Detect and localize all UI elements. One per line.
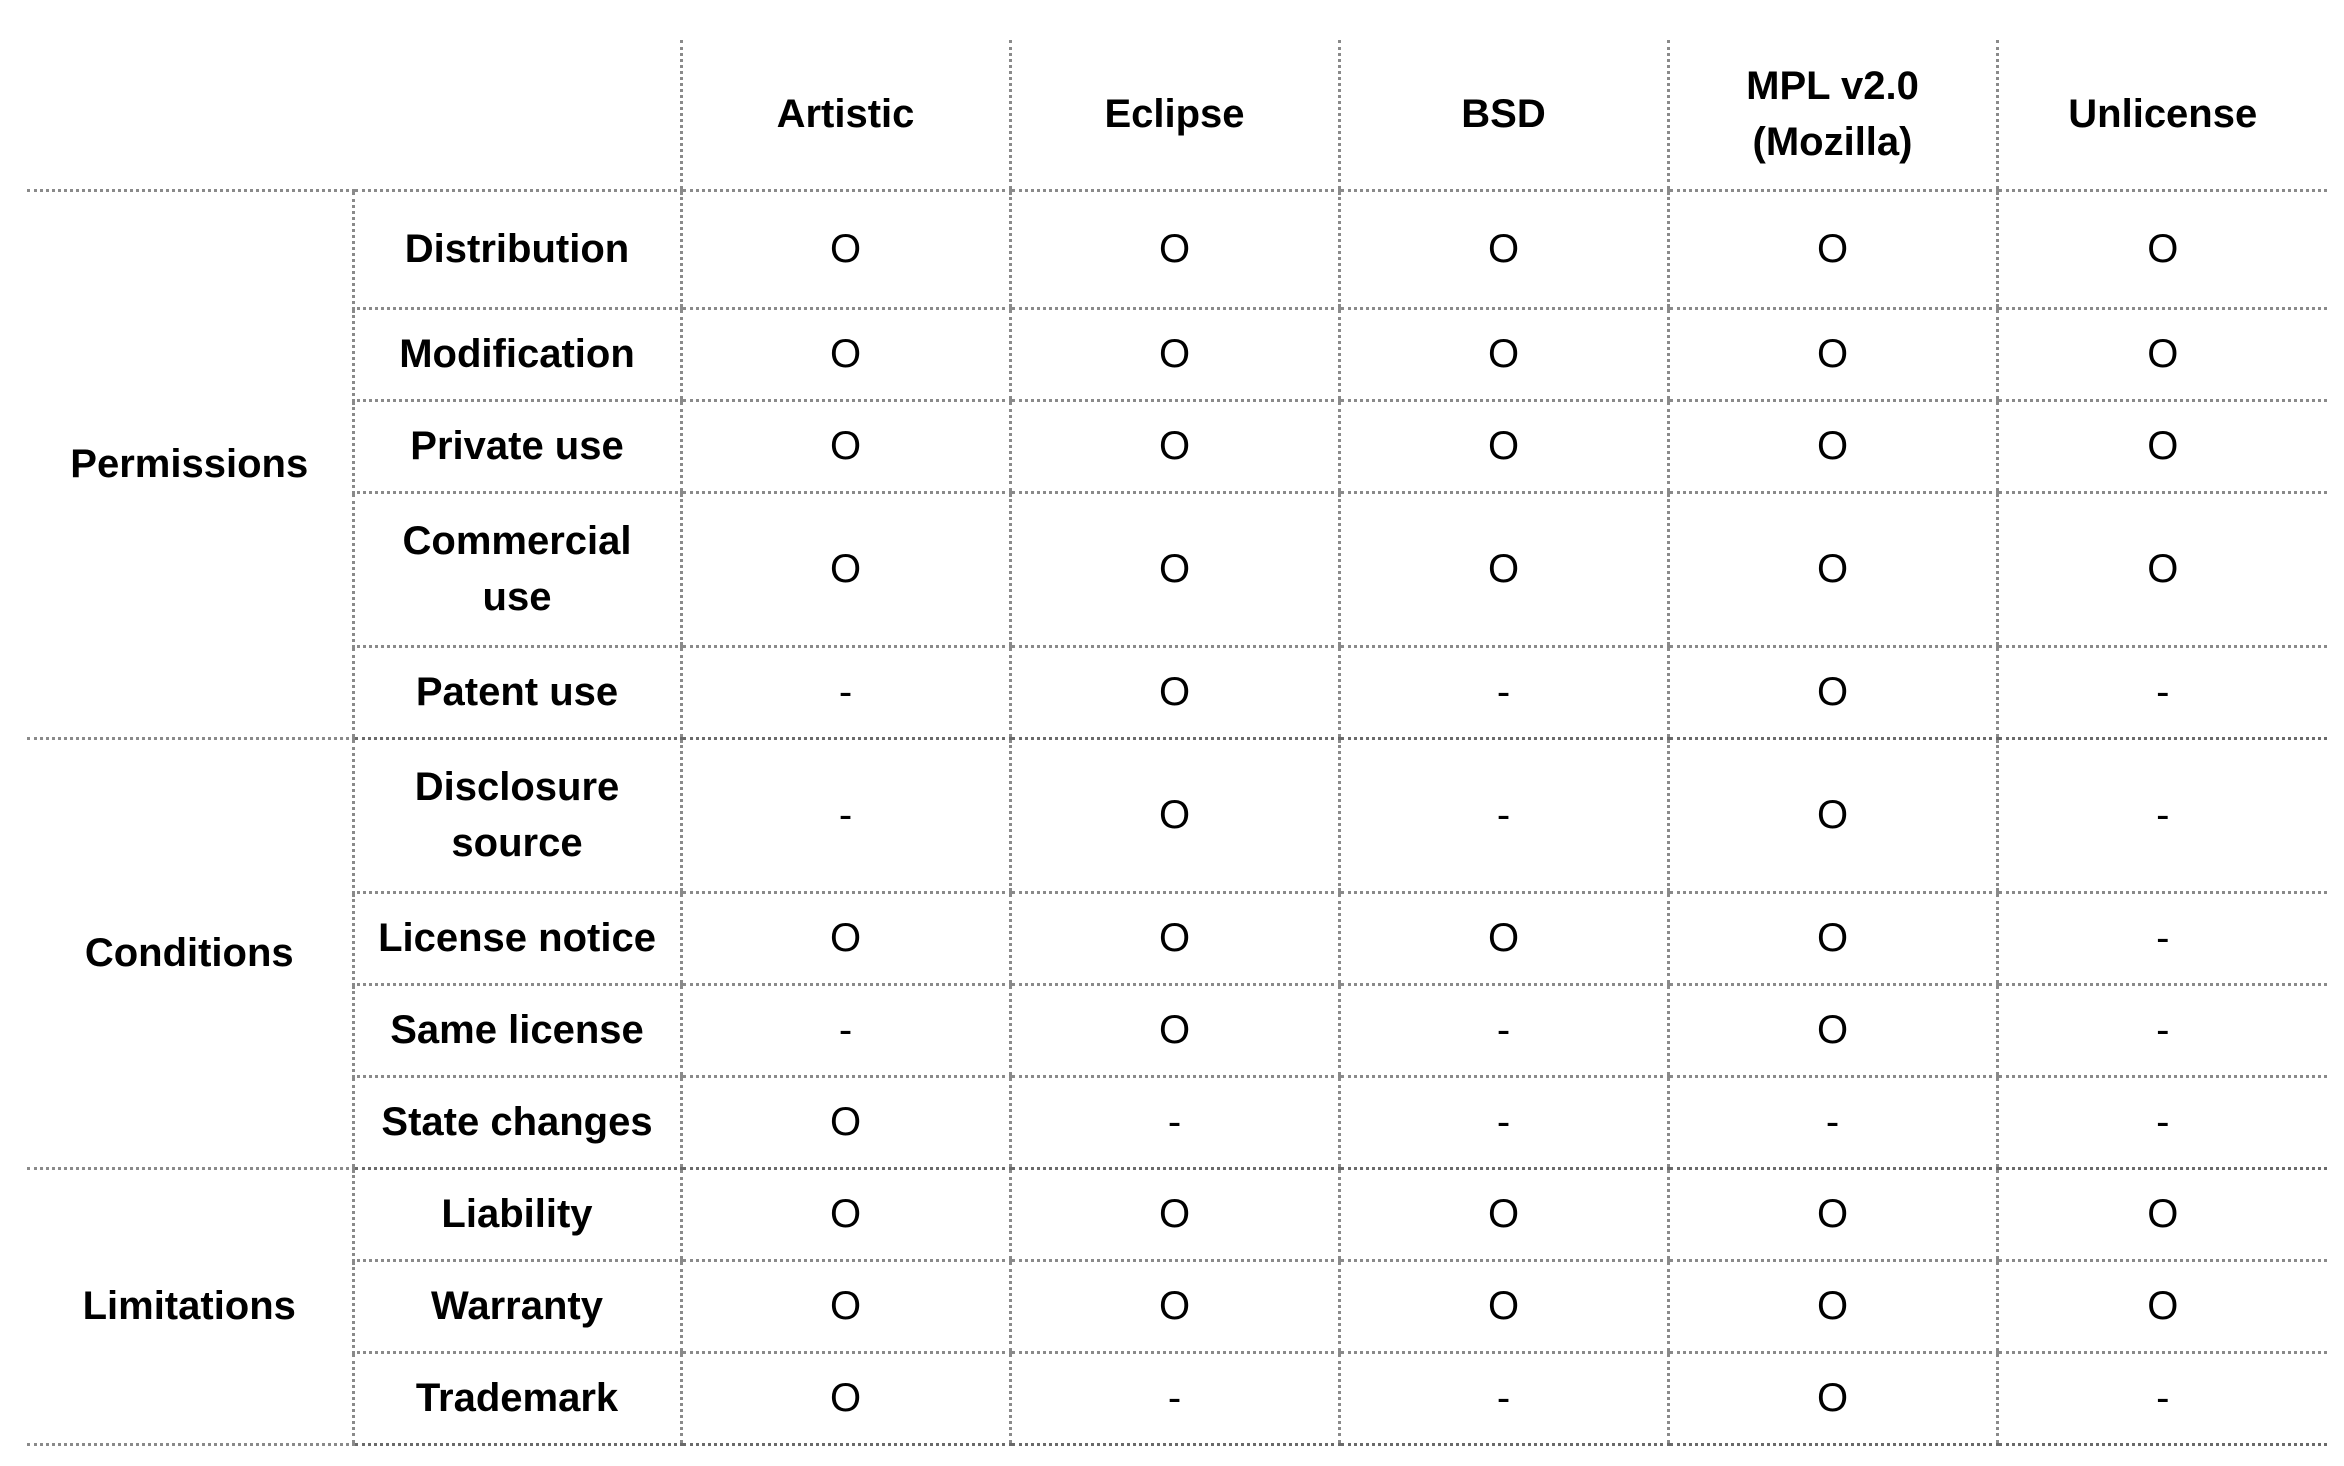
table-cell: - <box>681 646 1010 738</box>
table-cell: O <box>1010 400 1339 492</box>
table-cell: O <box>1668 738 1997 892</box>
row-label: Patent use <box>353 646 681 738</box>
column-header-label: Unlicense <box>2068 92 2258 137</box>
table-row <box>27 1076 2327 1168</box>
table-row <box>27 400 2327 492</box>
table-cell: O <box>1668 190 1997 308</box>
group-label: Permissions <box>27 190 353 738</box>
row-label: Distribution <box>353 190 681 308</box>
table-cell: O <box>1997 1260 2327 1352</box>
row-label: Private use <box>353 400 681 492</box>
table-cell: O <box>1668 1168 1997 1260</box>
table-cell: - <box>1997 738 2327 892</box>
table-cell: - <box>681 738 1010 892</box>
table-row <box>27 738 2327 892</box>
row-label: Liability <box>353 1168 681 1260</box>
header-corner-group <box>27 40 353 190</box>
table-cell: O <box>1010 892 1339 984</box>
table-cell: O <box>1010 492 1339 646</box>
table-row <box>27 646 2327 738</box>
table-cell: O <box>1010 190 1339 308</box>
table-cell: - <box>681 984 1010 1076</box>
table-cell: O <box>1010 984 1339 1076</box>
table-cell: - <box>1997 1352 2327 1444</box>
table-cell: - <box>1010 1076 1339 1168</box>
table-cell: O <box>1339 492 1668 646</box>
table-cell: O <box>1997 190 2327 308</box>
column-header-label: Artistic <box>776 92 915 137</box>
table-cell: O <box>681 492 1010 646</box>
table-cell: O <box>1339 190 1668 308</box>
table-cell: - <box>1997 1076 2327 1168</box>
table-row <box>27 492 2327 646</box>
table-cell: O <box>681 1076 1010 1168</box>
row-label: Warranty <box>353 1260 681 1352</box>
group-label: Conditions <box>27 738 353 1168</box>
row-label: License notice <box>353 892 681 984</box>
table-cell: O <box>681 1260 1010 1352</box>
group-label: Limitations <box>27 1168 353 1444</box>
table-cell: O <box>1668 646 1997 738</box>
table-cell: O <box>681 1352 1010 1444</box>
table-cell: O <box>1010 308 1339 400</box>
table-cell: O <box>1339 892 1668 984</box>
table-row <box>27 892 2327 984</box>
table-row <box>27 984 2327 1076</box>
table-cell: - <box>1339 1352 1668 1444</box>
table-cell: O <box>1668 1352 1997 1444</box>
table-cell: O <box>1668 492 1997 646</box>
table-cell: O <box>1997 492 2327 646</box>
table-cell: O <box>1668 984 1997 1076</box>
table-cell: O <box>681 892 1010 984</box>
row-label: Trademark <box>353 1352 681 1444</box>
header-row <box>27 40 2327 190</box>
table-cell: O <box>681 1168 1010 1260</box>
table-cell: - <box>1010 1352 1339 1444</box>
table-row <box>27 1352 2327 1444</box>
table-body <box>27 190 2327 1444</box>
header-corner-item <box>353 40 681 190</box>
table-cell: O <box>1668 1260 1997 1352</box>
table-cell: - <box>1339 646 1668 738</box>
column-header-label: MPL v2.0 (Mozilla) <box>1746 64 1919 165</box>
table-cell: - <box>1997 984 2327 1076</box>
row-label: Disclosure source <box>353 738 681 892</box>
table-row <box>27 1168 2327 1260</box>
table-cell: O <box>681 308 1010 400</box>
row-label: Modification <box>353 308 681 400</box>
table-cell: O <box>1339 308 1668 400</box>
table-cell: O <box>1010 1168 1339 1260</box>
table-cell: - <box>1997 646 2327 738</box>
table-cell: O <box>1668 892 1997 984</box>
table-cell: O <box>1339 1260 1668 1352</box>
table-cell: O <box>1668 400 1997 492</box>
column-header <box>1010 40 1339 190</box>
table-cell: O <box>1339 400 1668 492</box>
column-header-label: BSD <box>1461 92 1546 137</box>
column-header <box>681 40 1010 190</box>
table-cell: - <box>1339 984 1668 1076</box>
row-label: State changes <box>353 1076 681 1168</box>
row-label: Commercial use <box>353 492 681 646</box>
table-cell: - <box>1339 1076 1668 1168</box>
row-label: Same license <box>353 984 681 1076</box>
table-cell: O <box>1010 738 1339 892</box>
column-header <box>1339 40 1668 190</box>
license-comparison-table <box>27 40 2327 1446</box>
table-cell: O <box>1339 1168 1668 1260</box>
table-cell: - <box>1997 892 2327 984</box>
column-header <box>1668 40 1997 190</box>
table-cell: O <box>1010 1260 1339 1352</box>
table-cell: - <box>1668 1076 1997 1168</box>
table-cell: - <box>1339 738 1668 892</box>
table-row <box>27 308 2327 400</box>
table-row <box>27 1260 2327 1352</box>
column-header-label: Eclipse <box>1104 92 1245 137</box>
table-row <box>27 190 2327 308</box>
table-cell: O <box>1997 308 2327 400</box>
table-cell: O <box>1997 400 2327 492</box>
column-header <box>1997 40 2327 190</box>
table-cell: O <box>1997 1168 2327 1260</box>
table-cell: O <box>1668 308 1997 400</box>
table-cell: O <box>1010 646 1339 738</box>
table-cell: O <box>681 190 1010 308</box>
table-cell: O <box>681 400 1010 492</box>
